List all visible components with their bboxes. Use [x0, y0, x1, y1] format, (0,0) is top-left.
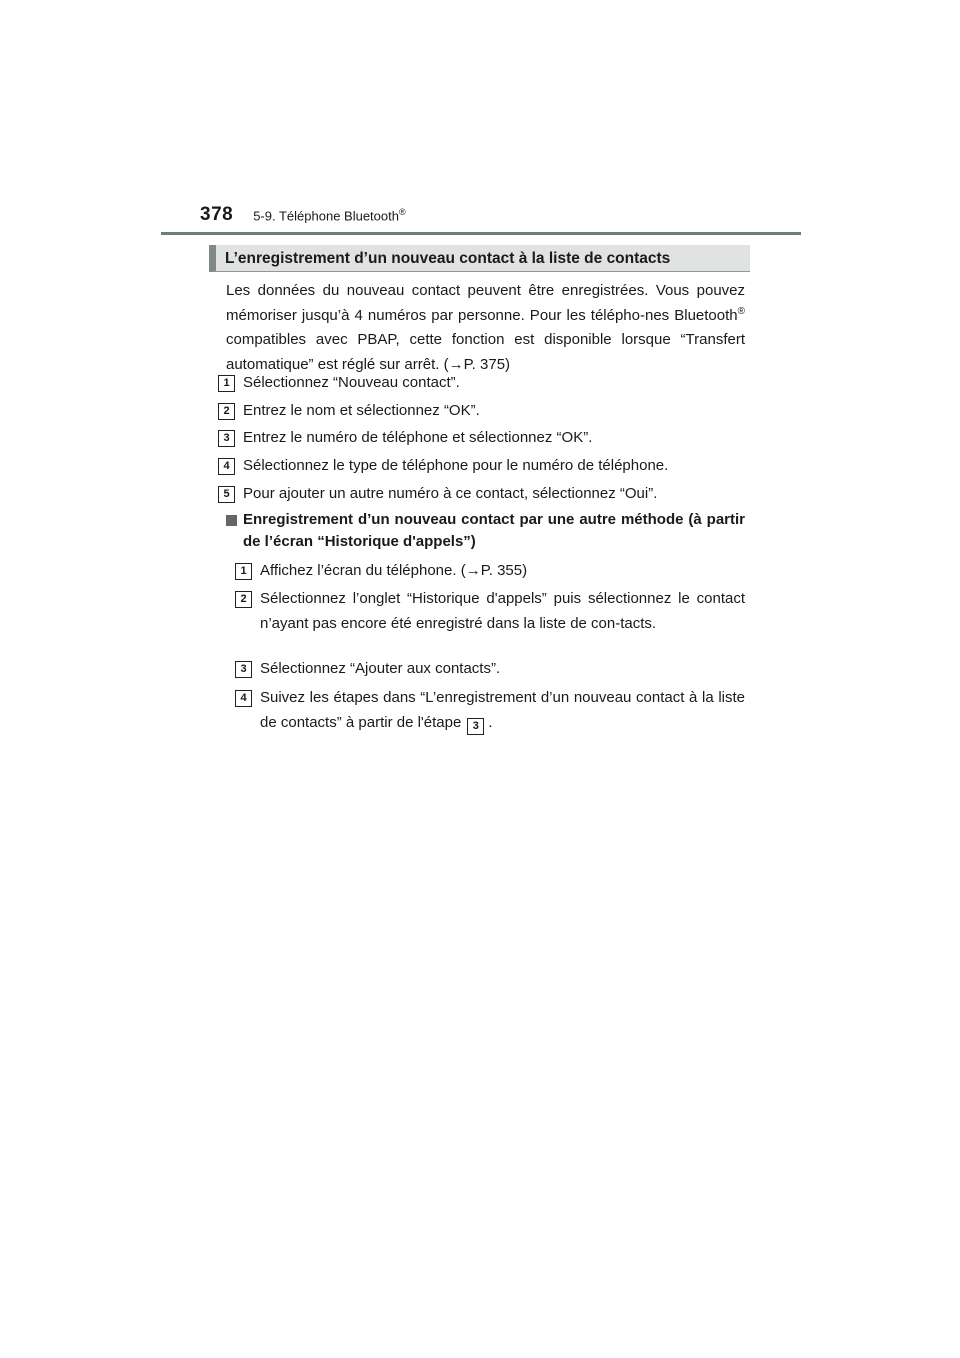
step-text: Entrez le numéro de téléphone et sélectionnez “OK”. [243, 429, 593, 446]
step-number-badge: 1 [218, 375, 235, 392]
step-text [260, 559, 745, 584]
step-number-badge: 1 [235, 563, 252, 580]
registered-mark: ® [398, 206, 406, 217]
step-text: Sélectionnez le type de téléphone pour le numéro de téléphone. [243, 457, 669, 474]
step-number-badge: 2 [218, 403, 235, 420]
chapter-title-text: 5-9. Téléphone Bluetooth [253, 208, 399, 223]
square-bullet-icon [226, 515, 237, 526]
header-rule [161, 232, 801, 235]
registered-mark: ® [737, 305, 745, 317]
page-reference-link[interactable]: P. 375) [463, 355, 511, 373]
page-header [200, 204, 406, 226]
step-text: Sélectionnez l’onglet “Historique d'appels” puis sélectionnez le contact n’ayant pas encore été enregistré dans la liste de con-tacts. [260, 590, 745, 632]
intro-text-2: compatibles avec PBAP, cette fonction est disponible lorsque “Transfert automatique” est réglé sur arrêt. ( [226, 331, 745, 373]
step-text-part: Affichez l’écran du téléphone. ( [260, 562, 466, 579]
step-number-badge: 2 [235, 591, 252, 608]
step-text-part: Suivez les étapes dans “L’enregistrement d’un nouveau contact à la liste de contacts” à partir de l'étape [260, 689, 745, 731]
intro-paragraph [226, 279, 745, 377]
step-number-badge: 4 [218, 458, 235, 475]
subsection-heading-text: Enregistrement d’un nouveau contact par une autre méthode (à partir de l’écran “Historique d'appels”) [243, 511, 745, 550]
step-text [260, 686, 745, 735]
chapter-title [253, 207, 405, 223]
step-text: Pour ajouter un autre numéro à ce contact, sélectionnez “Oui”. [243, 485, 658, 502]
page-number: 378 [200, 204, 234, 225]
intro-text-1: Les données du nouveau contact peuvent être enregistrées. Vous pouvez mémoriser jusqu’à 4 numéros par personne. Pour les télépho-nes Bluetooth [226, 282, 745, 324]
arrow-icon: → [465, 562, 481, 579]
step-reference-badge: 3 [467, 718, 484, 735]
step-number-badge: 5 [218, 486, 235, 503]
step-text: Sélectionnez “Nouveau contact”. [243, 374, 460, 391]
step-text: Sélectionnez “Ajouter aux contacts”. [260, 660, 501, 677]
arrow-icon: → [448, 355, 464, 373]
step-text: Entrez le nom et sélectionnez “OK”. [243, 402, 480, 419]
page-reference-link[interactable]: P. 355) [480, 562, 528, 579]
section-title: L’enregistrement d’un nouveau contact à la liste de contacts [209, 245, 750, 272]
step-number-badge: 4 [235, 690, 252, 707]
step-number-badge: 3 [218, 430, 235, 447]
step-text-end: . [488, 713, 493, 731]
step-number-badge: 3 [235, 661, 252, 678]
